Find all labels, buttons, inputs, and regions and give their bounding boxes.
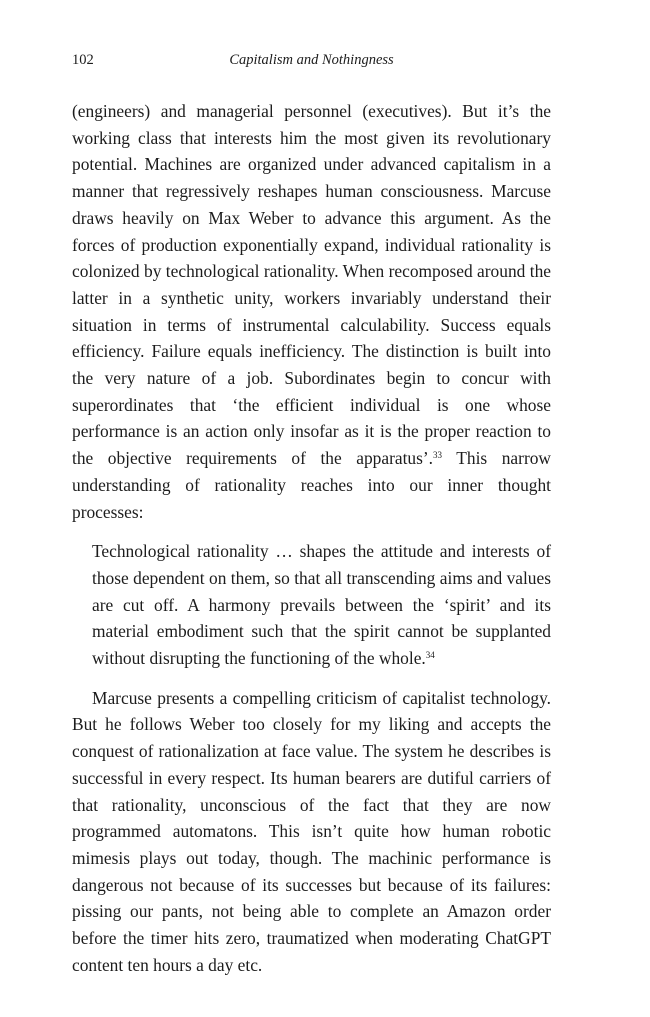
paragraph (72, 98, 551, 525)
book-title: Capitalism and Nothingness (229, 52, 394, 68)
paragraph-text-continued: This narrow understanding of rationality reaches into our inner thought processes: (72, 448, 551, 522)
body-text (72, 98, 551, 979)
page-number: 102 (72, 52, 94, 68)
paragraph (72, 685, 551, 979)
paragraph-text: Marcuse presents a compelling criticism of capitalist technology. But he follows Weber too closely for my liking and accepts the conquest of rationalization at face value. The system he describes is successful in every respect. Its human bearers are dutiful carriers of that rationality, unconscious of the fact that they are now programmed automatons. This isn’t quite how human robotic mimesis plays out today, though. The machinic performance is dangerous not because of its successes but because of its failures: pissing our pants, not being able to complete an Amazon order before the timer hits zero, traumatized when moderating ChatGPT content ten hours a day etc. (72, 687, 551, 975)
block-quote (92, 538, 551, 672)
footnote-marker: 33 (433, 450, 443, 461)
running-head (72, 52, 551, 72)
quote-paragraph (92, 538, 551, 672)
quote-text: Technological rationality … shapes the attitude and interests of those dependent on them, so that all transcending aims and values are cut off. A harmony prevails between the ‘spirit’ and its material embodiment such that the spirit cannot be supplanted without disrupting the functioning of the whole. (92, 541, 551, 669)
paragraph-text: (engineers) and managerial personnel (executives). But it’s the working class that interests him the most given its revolutionary potential. Machines are organized under advanced capitalism in a manner that regressively reshapes human consciousness. Marcuse draws heavily on Max Weber to advance this argument. As the forces of production exponentially expand, individual rationality is colonized by technological rationality. When recomposed around the latter in a synthetic unity, workers invariably understand their situation in terms of instrumental calculability. Success equals efficiency. Failure equals inefficiency. The distinction is built into the very nature of a job. Subordinates begin to concur with superordinates that ‘the efficient individual is one whose performance is an action only insofar as it is the proper reaction to the objective requirements of the apparatus’. (72, 101, 551, 469)
footnote-marker: 34 (425, 650, 435, 661)
